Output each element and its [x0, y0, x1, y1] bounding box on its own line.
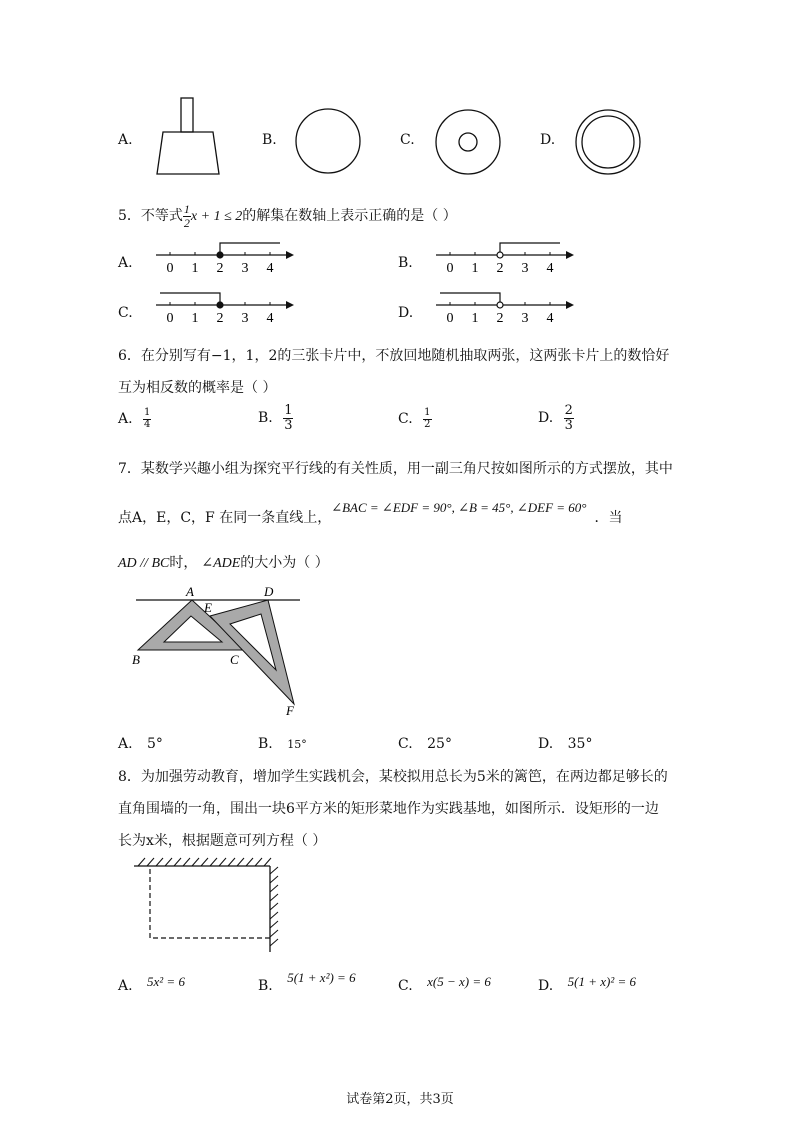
solution-ray-d — [440, 293, 500, 305]
q4-option-c-label: C. — [400, 132, 415, 148]
q6-a-num: 1 — [144, 407, 151, 418]
point-c-label: C — [230, 652, 239, 667]
hollow-dot-b — [497, 252, 503, 258]
hatch-line — [138, 858, 145, 866]
tick-label: 3 — [521, 311, 529, 326]
q7-line-3-mid: 时， — [169, 555, 198, 571]
q6-option-d-fraction — [564, 404, 574, 432]
tick-label: 1 — [471, 261, 479, 276]
hatch-line — [270, 939, 278, 946]
q8-option-a-value: 5x² = 6 — [147, 974, 185, 989]
axis-arrow-c — [286, 301, 294, 309]
q7-option-d-label: D. — [538, 736, 554, 752]
q7-triangle-figure — [128, 582, 308, 717]
q5-option-b-label: B. — [398, 255, 413, 271]
hatch-line — [270, 867, 278, 874]
q6-c-num: 1 — [424, 407, 431, 418]
page-footer: 试卷第2页，共3页 — [346, 1092, 454, 1107]
q8-option-c — [398, 974, 491, 994]
hatch-line — [147, 858, 154, 866]
tick-label: 2 — [496, 311, 504, 326]
q6-line-2: 互为相反数的概率是（ ） — [118, 380, 277, 396]
q6-option-a-label: A. — [118, 411, 133, 427]
axis-arrow-d — [566, 301, 574, 309]
q5-number-line-b — [430, 235, 580, 277]
q5-frac-num: 1 — [183, 202, 190, 216]
point-a-label: A — [186, 584, 194, 599]
tick-label: 0 — [166, 261, 174, 276]
q8-wall-figure — [130, 852, 290, 957]
q6-b-num: 1 — [284, 403, 293, 418]
tick-label: 0 — [446, 261, 454, 276]
q8-option-b — [258, 970, 356, 994]
q5-option-d-label: D. — [398, 305, 414, 321]
hollow-dot-d — [497, 302, 503, 308]
q6-option-a-fraction — [143, 408, 151, 430]
tick-label: 4 — [266, 311, 274, 326]
tick-label: 2 — [216, 311, 224, 326]
q6-d-den: 3 — [564, 417, 573, 433]
q8-option-b-value: 5(1 + x²) = 6 — [287, 970, 356, 985]
point-d-label: D — [264, 584, 274, 599]
q8-option-d-value: 5(1 + x)² = 6 — [567, 974, 637, 989]
hatch-line — [156, 858, 163, 866]
hatch-line — [270, 876, 278, 883]
solution-ray-b — [500, 243, 560, 255]
hatch-line — [237, 858, 244, 866]
q7-option-b-label: B. — [258, 736, 273, 752]
q4-option-c-figure — [432, 106, 504, 178]
q8-option-a — [118, 974, 185, 994]
q6-a-den: 4 — [144, 418, 151, 430]
q6-option-b — [258, 404, 293, 432]
hatch-line — [270, 903, 278, 910]
q6-option-a — [118, 408, 151, 430]
q5-option-c-label: C. — [118, 305, 133, 321]
q7-angle-ade: ∠ADE — [201, 556, 241, 571]
hatch-line — [201, 858, 208, 866]
tick-label: 3 — [241, 311, 249, 326]
q8-line-1: 8．为加强劳动教育，增加学生实践机会，某校拟用总长为5米的篱笆，在两边都足够长的 — [118, 769, 668, 785]
q7-line-3-rest: 的大小为（ ） — [240, 555, 329, 571]
q7-line-2-prefix: 点A，E，C，F 在同一条直线上， — [118, 510, 332, 526]
q6-option-c-label: C. — [398, 411, 413, 427]
hatch-line — [183, 858, 190, 866]
hatch-line — [210, 858, 217, 866]
wall-hatching — [138, 858, 278, 946]
q5-frac-den: 2 — [183, 215, 190, 230]
q8-line-2: 直角围墙的一角，围出一块6平方米的矩形菜地作为实践基地，如图所示．设矩形的一边 — [118, 801, 659, 817]
q4-option-b-label: B. — [262, 132, 277, 148]
solid-dot-c — [217, 302, 223, 308]
tick-label: 1 — [191, 311, 199, 326]
q5-number-line-d — [430, 285, 580, 327]
tick-label: 4 — [266, 261, 274, 276]
point-f-label: F — [286, 703, 294, 717]
q5-number-line-a — [150, 235, 300, 277]
point-e-label: E — [204, 600, 212, 615]
q8-option-b-label: B. — [258, 978, 273, 994]
q7-line-2 — [118, 500, 623, 527]
tick-label: 0 — [446, 311, 454, 326]
tick-label: 3 — [241, 261, 249, 276]
q6-option-d-label: D. — [538, 410, 554, 427]
hatch-line — [192, 858, 199, 866]
tick-label: 0 — [166, 311, 174, 326]
hatch-line — [228, 858, 235, 866]
axis-arrow-a — [286, 251, 294, 259]
q4-option-a-label: A. — [118, 132, 133, 148]
q7-angle-equation: ∠BAC = ∠EDF = 90°, ∠B = 45°, ∠DEF = 60° — [331, 500, 587, 515]
hatch-line — [270, 921, 278, 928]
hatch-line — [219, 858, 226, 866]
axis-arrow-b — [566, 251, 574, 259]
q7-parallel-condition: AD // BC — [118, 556, 170, 571]
hatch-line — [270, 930, 278, 937]
tick-label: 4 — [546, 311, 554, 326]
q7-line-2-suffix: ．当 — [594, 510, 623, 526]
q8-line-3: 长为x米，根据题意可列方程（ ） — [118, 833, 327, 849]
q8-option-d-label: D. — [538, 978, 554, 994]
q4-option-d-label: D. — [540, 132, 556, 148]
point-b-label: B — [132, 652, 140, 667]
q7-option-c-value: 25° — [427, 736, 452, 752]
q6-option-c — [398, 408, 432, 430]
q5-number: 5．不等式 — [118, 208, 183, 225]
q7-line-3 — [118, 552, 329, 572]
q4-option-b-figure — [293, 106, 363, 176]
q7-option-a — [118, 736, 163, 752]
hatch-line — [174, 858, 181, 866]
hatch-line — [255, 858, 262, 866]
q5-fraction — [183, 203, 191, 229]
q6-d-num: 2 — [564, 403, 573, 418]
q4-option-a-figure — [155, 95, 225, 177]
q8-option-d — [538, 974, 637, 994]
triangle-ruler-def — [210, 600, 294, 704]
solution-ray-c — [160, 293, 220, 305]
tick-label: 3 — [521, 261, 529, 276]
q7-option-a-label: A. — [118, 736, 133, 752]
q6-option-b-fraction — [283, 404, 293, 432]
q5-expression: x + 1 ≤ 2 — [190, 209, 243, 225]
tick-label: 2 — [216, 261, 224, 276]
q7-option-d-value: 35° — [567, 736, 593, 752]
q5-number-line-c — [150, 285, 300, 327]
q4-option-d-figure — [572, 106, 644, 178]
hatch-line — [270, 912, 278, 919]
q7-option-b-value: 15° — [287, 738, 307, 751]
q5-stem — [118, 203, 457, 229]
hatch-line — [270, 885, 278, 892]
q7-line-1: 7．某数学兴趣小组为探究平行线的有关性质，用一副三角尺按如图所示的方式摆放，其中 — [118, 461, 673, 477]
q6-option-b-label: B. — [258, 410, 273, 427]
tick-label: 2 — [496, 261, 504, 276]
tick-label: 4 — [546, 261, 554, 276]
hatch-line — [246, 858, 253, 866]
fence-dashed — [150, 866, 270, 938]
q7-option-b — [258, 736, 307, 752]
q6-c-den: 2 — [424, 418, 431, 430]
q7-option-d — [538, 736, 592, 752]
q8-option-c-value: x(5 − x) = 6 — [427, 974, 491, 989]
q7-option-a-value: 5° — [147, 736, 163, 752]
q7-option-c — [398, 736, 452, 752]
q7-option-c-label: C. — [398, 736, 413, 752]
tick-label: 1 — [191, 261, 199, 276]
q5-stem-rest: 的解集在数轴上表示正确的是（ ） — [242, 208, 457, 225]
tick-label: 1 — [471, 311, 479, 326]
solid-dot-a — [217, 252, 223, 258]
q6-option-d — [538, 404, 574, 432]
q8-option-a-label: A. — [118, 978, 133, 994]
hatch-line — [264, 858, 271, 866]
q6-line-1: 6．在分别写有−1，1，2的三张卡片中，不放回地随机抽取两张，这两张卡片上的数恰好 — [118, 348, 670, 364]
q6-b-den: 3 — [284, 417, 293, 433]
q8-option-c-label: C. — [398, 978, 413, 994]
solution-ray-a — [220, 243, 280, 255]
hatch-line — [270, 894, 278, 901]
hatch-line — [165, 858, 172, 866]
q6-option-c-fraction — [423, 408, 431, 430]
q5-option-a-label: A. — [118, 255, 133, 271]
